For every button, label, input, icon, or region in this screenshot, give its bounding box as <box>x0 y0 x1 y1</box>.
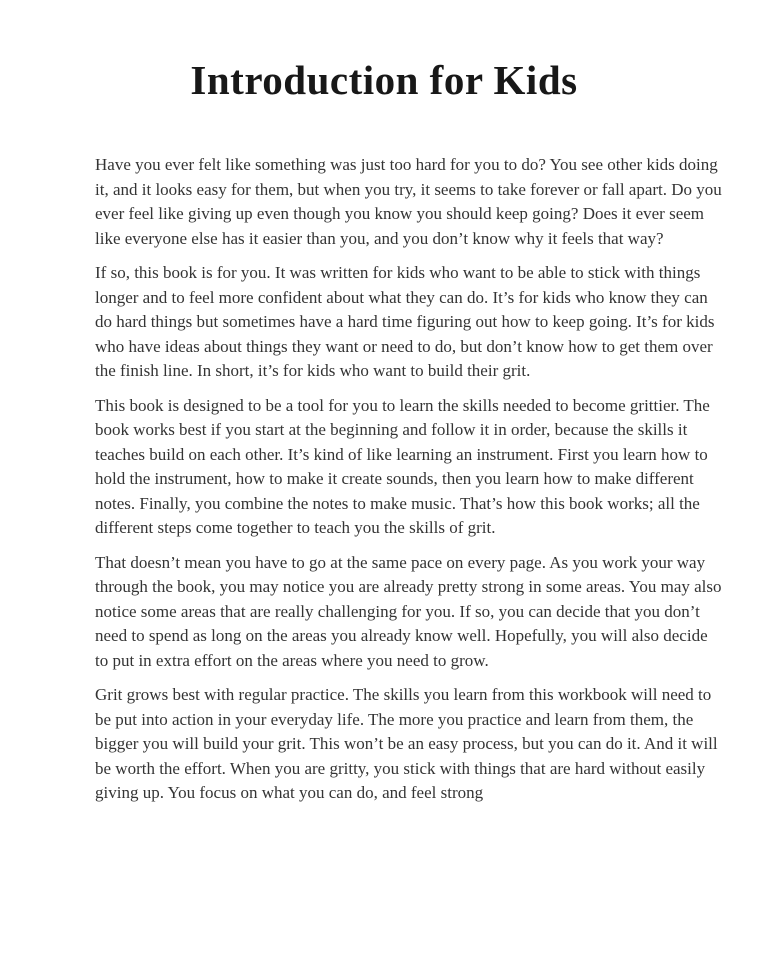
paragraph-2: If so, this book is for you. It was written for kids who want to be able to stick with things longer and to feel more confident about what they can do. It’s for kids who know they can do hard things but sometimes have a hard time figuring out how to keep going. It’s for kids who have ideas about things they want or need to do, but don’t know how to get them over the finish line. In short, it’s for kids who want to build their grit. <box>95 263 715 380</box>
page-title: Introduction for Kids <box>190 57 578 103</box>
paragraph-5: Grit grows best with regular practice. The skills you learn from this workbook will need to be put into action in your everyday life. The more you practice and learn from them, the bigger you will build your grit. This won’t be an easy process, but you can do it. And it will be worth the effort. When you are gritty, you stick with things that are hard without easily giving up. You focus on what you can do, and feel strong <box>95 685 718 802</box>
paragraph-1: Have you ever felt like something was just too hard for you to do? You see other kids doing it, and it looks easy for them, but when you try, it seems to take forever or fall apart. Do you ever feel like giving up even though you know you should keep going? Does it ever seem like everyone else has it easier than you, and you don’t know why it feels that way? <box>95 155 722 248</box>
paragraph-3: This book is designed to be a tool for you to learn the skills needed to become grittier. The book works best if you start at the beginning and follow it in order, because the skills it teaches build on each other. It’s kind of like learning an instrument. First you learn how to hold the instrument, how to make it create sounds, then you learn how to make different notes. Finally, you combine the notes to make music. That’s how this book works; all the different steps come together to teach you the skills of grit. <box>95 395 710 537</box>
paragraph-4: That doesn’t mean you have to go at the same pace on every page. As you work your way through the book, you may notice you are already pretty strong in some areas. You may also notice some areas that are really challenging for you. If so, you can decide that you don’t need to spend as long on the areas you already know well. Hopefully, you will also decide to put in extra effort on the areas where you need to grow. <box>95 552 722 670</box>
body-text <box>0 153 722 806</box>
